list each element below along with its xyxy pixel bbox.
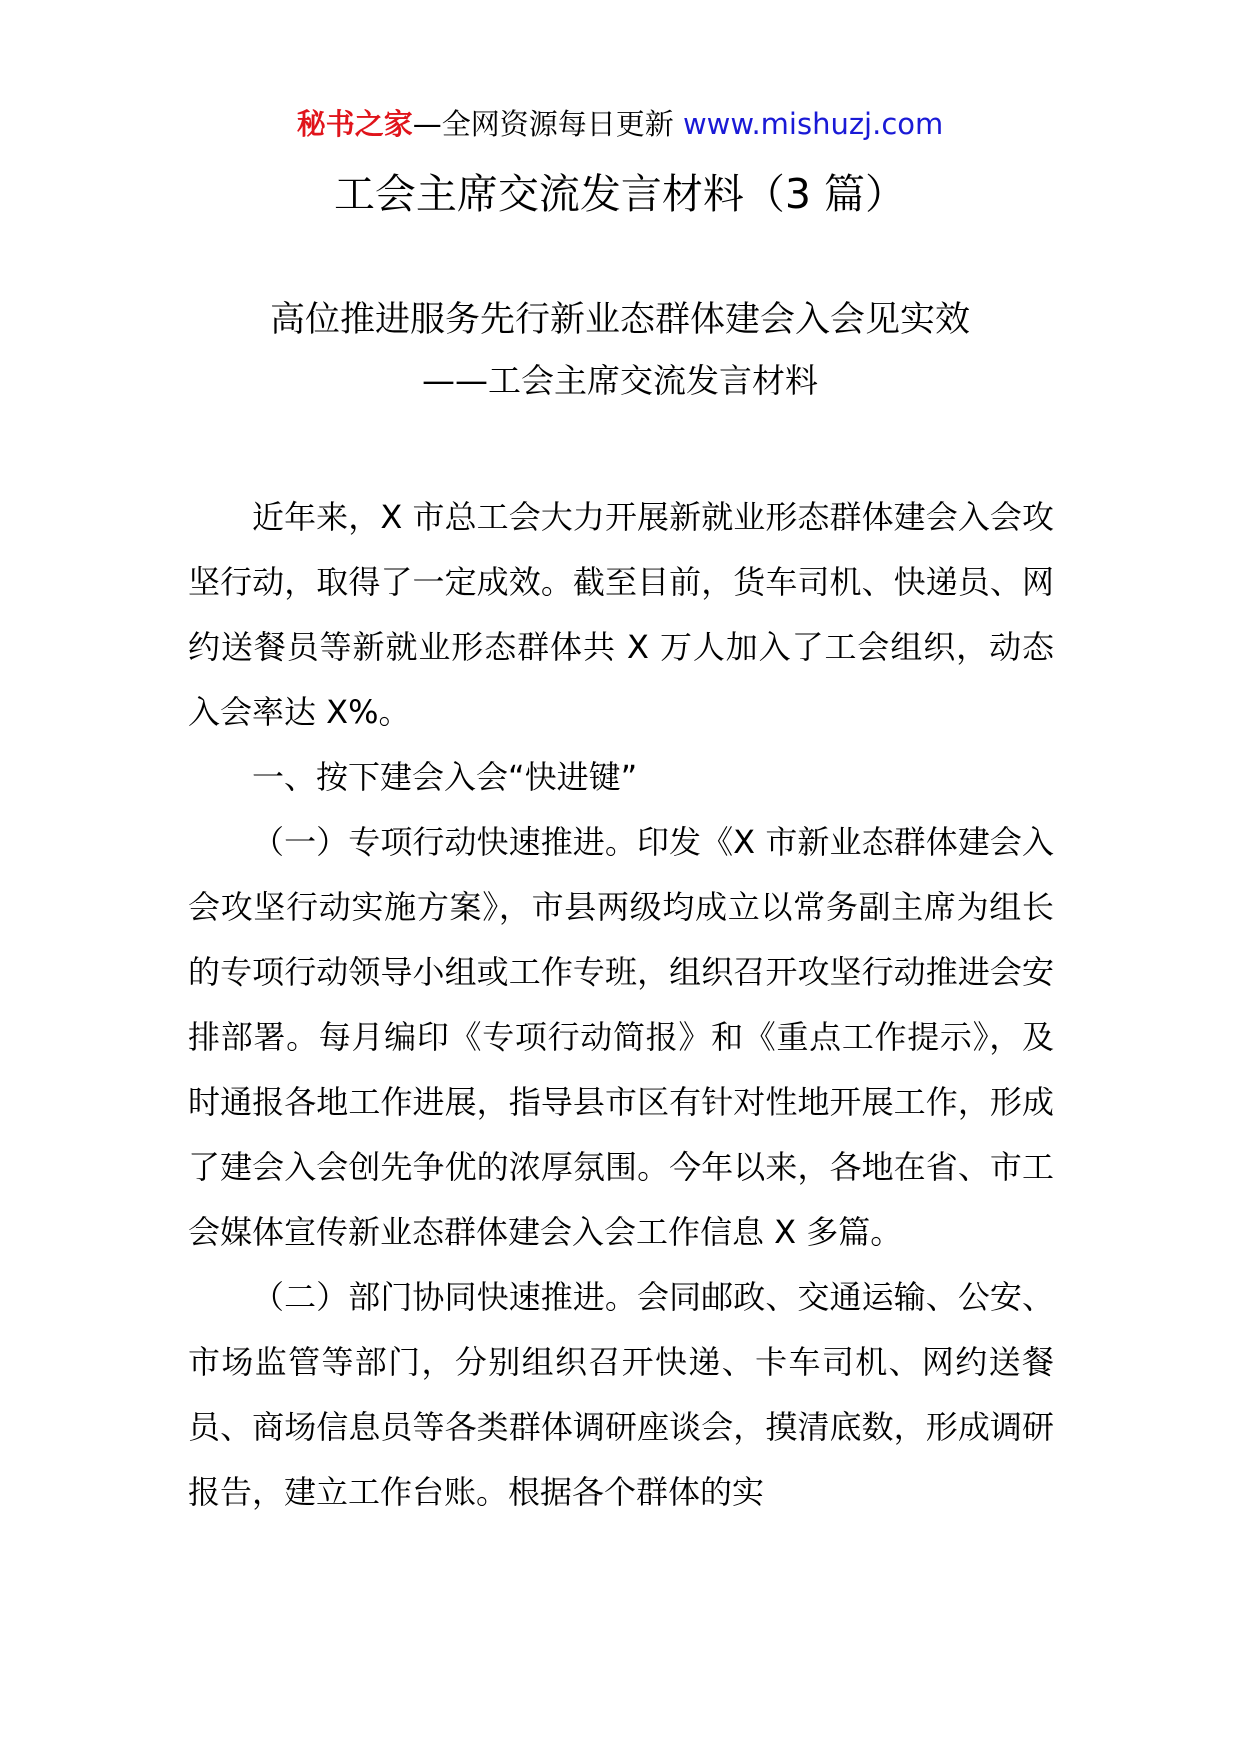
document-body xyxy=(188,485,1054,1525)
speech-title: 高位推进服务先行新业态群体建会入会见实效 xyxy=(269,300,970,340)
document-title: 工会主席交流发言材料（3 篇） xyxy=(333,170,907,218)
paragraph-intro: 近年来，X 市总工会大力开展新就业形态群体建会入会攻坚行动，取得了一定成效。截至目前，货车司机、快递员、网约送餐员等新就业形态群体共 X 万人加入了工会组织，动态入会率达 X%。 xyxy=(188,498,1054,731)
brand-name: 秘书之家 xyxy=(296,107,413,141)
section-heading-1: 一、按下建会入会“快进键” xyxy=(252,758,638,796)
paragraph-special-action: （一）专项行动快速推进。印发《X 市新业态群体建会入会攻坚行动实施方案》，市县两级均成立以常务副主席为组长的专项行动领导小组或工作专班，组织召开攻坚行动推进会安排部署。每月编印《专项行动简报》和《重点工作提示》，及时通报各地工作进展，指导县市区有针对性地开展工作，形成了建会入会创先争优的浓厚氛围。今年以来，各地在省、市工会媒体宣传新业态群体建会入会工作信息 X 多篇。 xyxy=(188,823,1054,1251)
speech-subtitle: ——工会主席交流发言材料 xyxy=(422,361,818,400)
banner-slogan: —全网资源每日更新 xyxy=(412,107,683,141)
website-link[interactable]: www.mishuzj.com xyxy=(682,107,944,141)
header-banner xyxy=(0,104,1240,144)
paragraph-department-coordination: （二）部门协同快速推进。会同邮政、交通运输、公安、市场监管等部门，分别组织召开快递、卡车司机、网约送餐员、商场信息员等各类群体调研座谈会，摸清底数，形成调研报告，建立工作台账。根据各个群体的实 xyxy=(188,1278,1054,1511)
